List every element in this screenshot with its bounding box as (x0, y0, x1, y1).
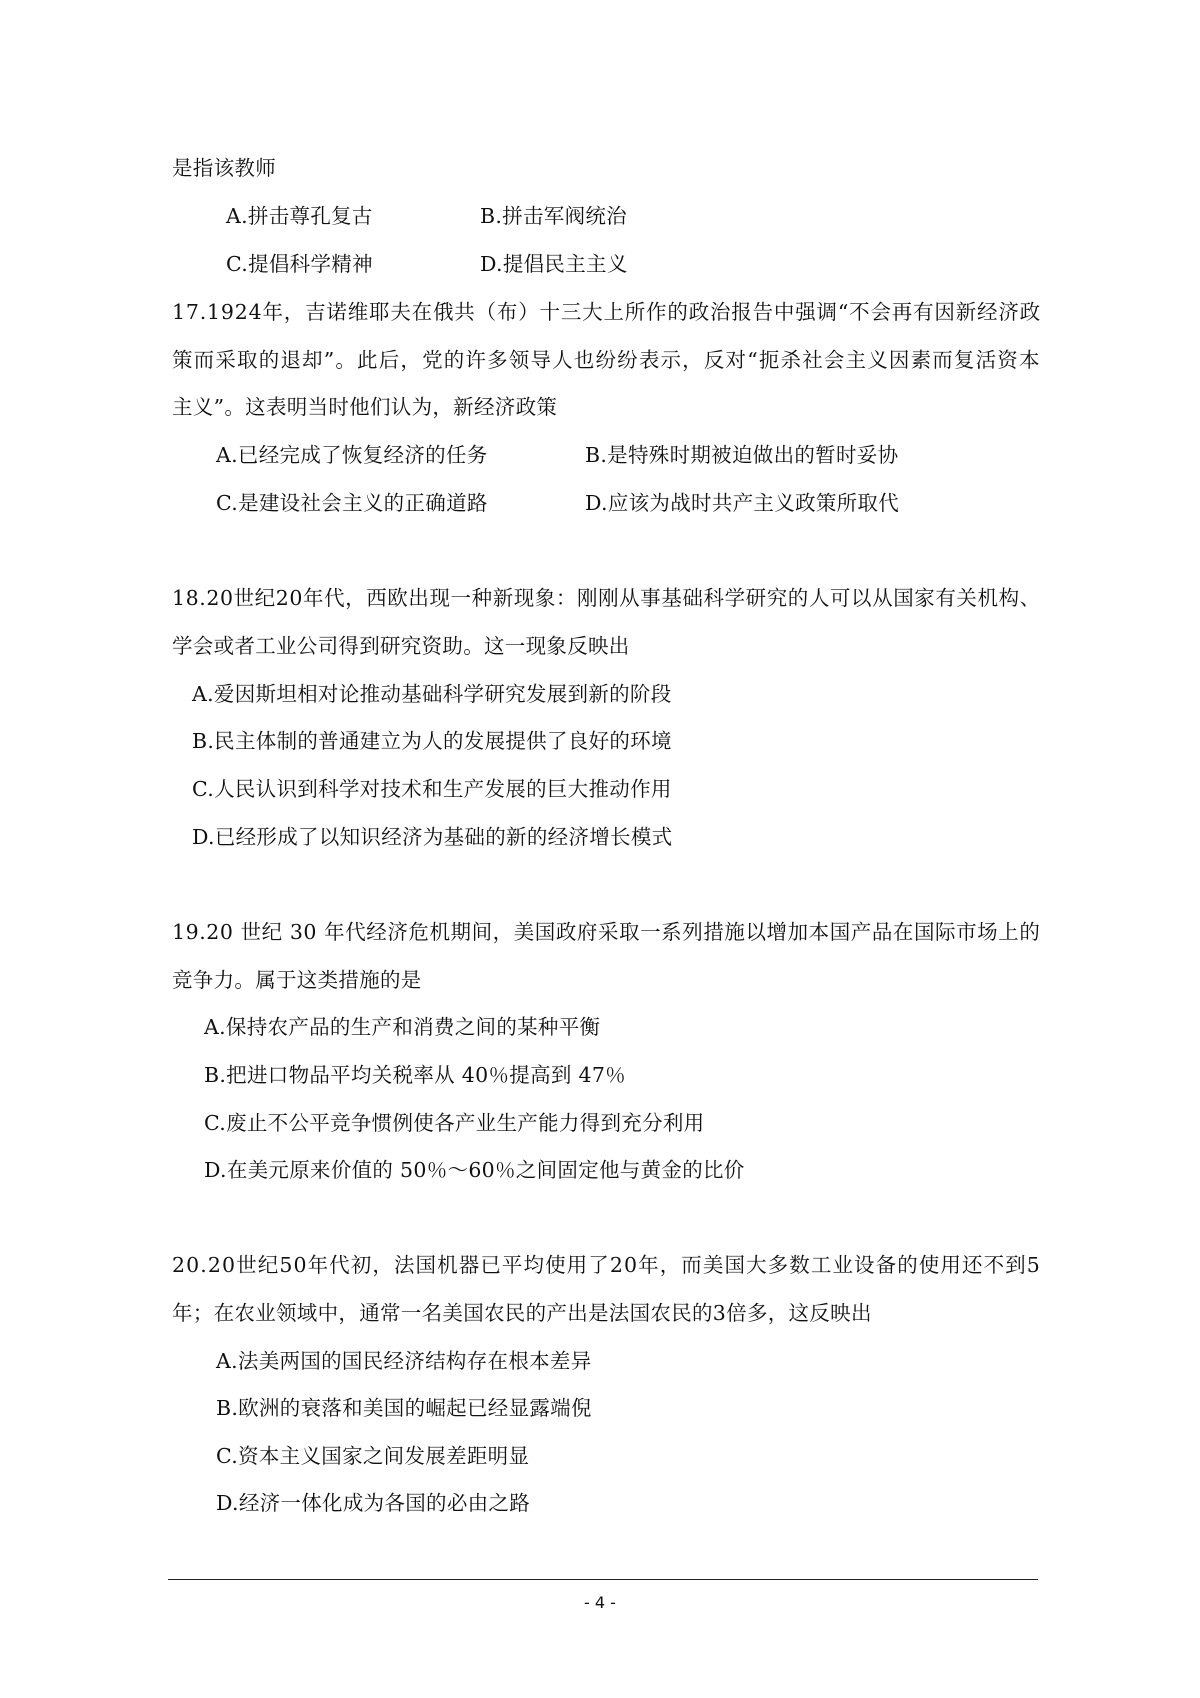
q17-stem-line: 17.1924年，吉诺维耶夫在俄共（布）十三大上所作的政治报告中强调“不会再有因新经济政 (172, 300, 1041, 324)
q20-stem-line: 年；在农业领域中，通常一名美国农民的产出是法国农民的3倍多，这反映出 (172, 1301, 872, 1325)
q18-option-c: C.人民认识到科学对技术和生产发展的巨大推动作用 (192, 777, 672, 801)
q18-option-d: D.已经形成了以知识经济为基础的新的经济增长模式 (192, 825, 673, 849)
q18-option-a: A.爱因斯坦相对论推动基础科学研究发展到新的阶段 (192, 682, 672, 706)
q17-stem-line: 策而采取的退却”。此后，党的许多领导人也纷纷表示，反对“扼杀社会主义因素而复活资本 (172, 348, 1041, 372)
footer-divider (168, 1579, 1038, 1580)
q16-option-c: C.提倡科学精神 (226, 252, 373, 276)
q18-stem-line: 18.20世纪20年代，西欧出现一种新现象：刚刚从事基础科学研究的人可以从国家有关机构、 (172, 586, 1041, 610)
q20-option-d: D.经济一体化成为各国的必由之路 (216, 1491, 531, 1515)
q16-stem-tail: 是指该教师 (172, 156, 276, 180)
q20-option-a: A.法美两国的国民经济结构存在根本差异 (216, 1349, 592, 1373)
q19-stem-line: 竞争力。属于这类措施的是 (172, 968, 422, 992)
q19-option-d: D.在美元原来价值的 50％～60％之间固定他与黄金的比价 (204, 1158, 745, 1182)
q20-option-c: C.资本主义国家之间发展差距明显 (216, 1444, 530, 1468)
q18-option-b: B.民主体制的普通建立为人的发展提供了良好的环境 (192, 729, 672, 753)
q19-option-c: C.废止不公平竞争惯例使各产业生产能力得到充分利用 (204, 1111, 705, 1135)
q16-option-a: A.拼击尊孔复古 (226, 204, 373, 228)
q19-stem-line: 19.20 世纪 30 年代经济危机期间，美国政府采取一系列措施以增加本国产品在国际市场上的 (172, 920, 1041, 944)
page-number: - 4 - (584, 1593, 616, 1612)
q17-option-c: C.是建设社会主义的正确道路 (216, 491, 488, 515)
q17-option-d: D.应该为战时共产主义政策所取代 (585, 491, 900, 515)
q16-option-b: B.拼击军阀统治 (480, 204, 627, 228)
q17-stem-line: 主义”。这表明当时他们认为，新经济政策 (172, 395, 558, 419)
q20-stem-line: 20.20世纪50年代初，法国机器已平均使用了20年，而美国大多数工业设备的使用还不到5 (172, 1253, 1041, 1277)
q17-option-b: B.是特殊时期被迫做出的暂时妥协 (585, 443, 899, 467)
q20-option-b: B.欧洲的衰落和美国的崛起已经显露端倪 (216, 1396, 592, 1420)
q17-option-a: A.已经完成了恢复经济的任务 (216, 443, 488, 467)
q19-option-b: B.把进口物品平均关税率从 40％提高到 47％ (204, 1063, 626, 1087)
q16-option-d: D.提倡民主主义 (480, 252, 628, 276)
q19-option-a: A.保持农产品的生产和消费之间的某种平衡 (204, 1015, 601, 1039)
q18-stem-line: 学会或者工业公司得到研究资助。这一现象反映出 (172, 634, 630, 658)
